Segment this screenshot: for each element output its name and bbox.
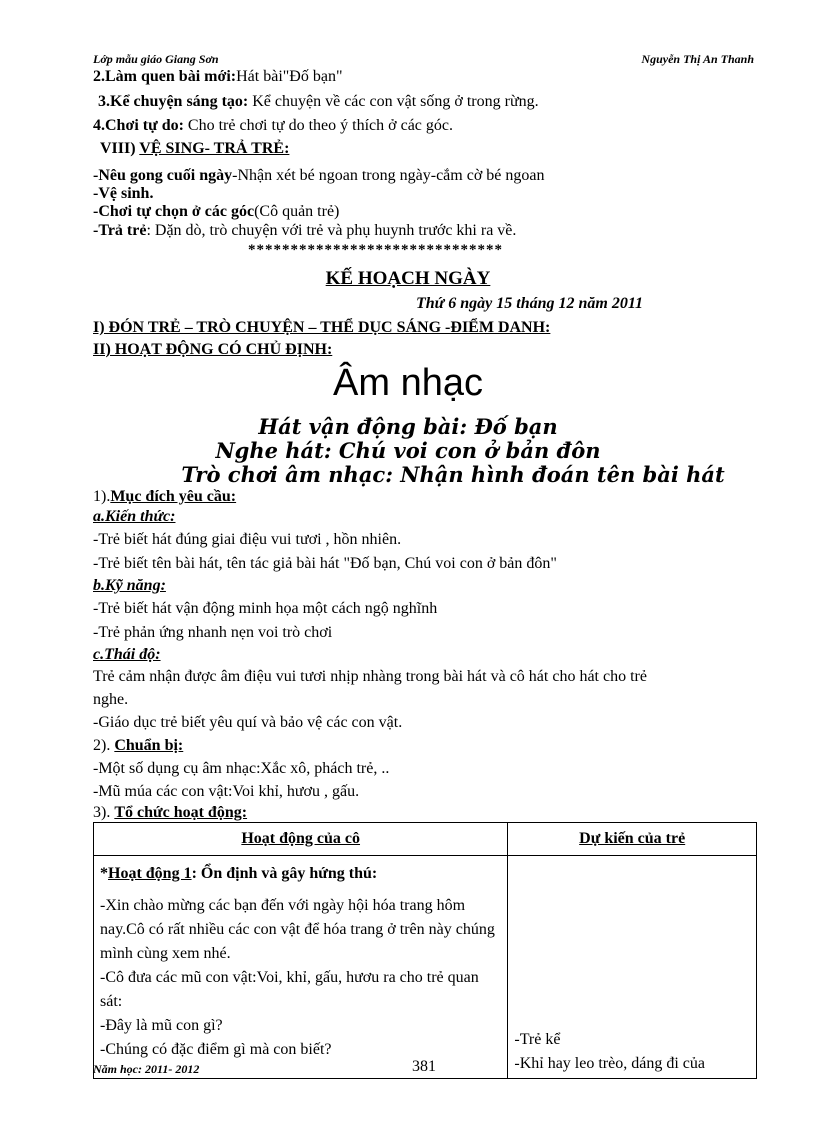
text-c1: Trẻ cảm nhận được âm điệu vui tươi nhịp nhàng trong bài hát và cô hát cho hát cho trẻ	[93, 668, 647, 685]
heading-muc-dich: 1).Mục đích yêu cầu:	[93, 488, 237, 505]
teacher-step-2: -Cô đưa các mũ con vật:Voi, khỉ, gấu, hươu ra cho trẻ quan sát:	[100, 969, 479, 1010]
section-viii: VIII) VỆ SING- TRẢ TRẺ:	[100, 140, 290, 157]
heading-to-chuc: 3). Tổ chức hoạt động:	[93, 804, 248, 821]
heading-kien-thuc: a.Kiến thức:	[93, 508, 176, 525]
table-header-row	[94, 823, 757, 856]
line-choi-tu-chon: -Chơi tự chọn ở các góc(Cô quản trẻ)	[93, 203, 340, 220]
text-c1b: nghe.	[93, 691, 129, 708]
text-b1: -Trẻ biết hát vận động minh họa một cách ngộ nghĩnh	[93, 600, 438, 617]
header-school: Lớp mẫu giáo Giang Sơn	[93, 52, 219, 66]
section-i: I) ĐÓN TRẺ – TRÒ CHUYỆN – THỂ DỤC SÁNG -ĐIỂM DANH:	[93, 319, 551, 336]
teacher-step-3: -Đây là mũ con gì?	[100, 1017, 223, 1034]
child-response-1: -Trẻ kể	[514, 1031, 561, 1048]
text-p2: -Mũ múa các con vật:Voi khỉ, hươu , gấu.	[93, 783, 360, 800]
child-response-2: -Khỉ hay leo trèo, dáng đi của	[514, 1055, 705, 1072]
footer-school-year: Năm học: 2011- 2012	[93, 1062, 200, 1076]
text-c2: -Giáo dục trẻ biết yêu quí và bảo vệ các con vật.	[93, 714, 403, 731]
teacher-cell	[94, 856, 508, 1079]
heading-ky-nang: b.Kỹ năng:	[93, 577, 166, 594]
teacher-step-1: -Xin chào mừng các bạn đến với ngày hội hóa trang hôm nay.Cô có rất nhiều các con vật để hóa trang ở trên này chúng mình cùng xem nhé.	[100, 897, 495, 962]
text-b2: -Trẻ phản ứng nhanh nẹn voi trò chơi	[93, 624, 333, 641]
col-header-teacher: Hoạt động của cô	[94, 823, 508, 856]
line-ve-sinh: -Vệ sinh.	[93, 185, 154, 202]
activity-title-1: Hát vận động bài: Đố bạn	[258, 414, 558, 439]
children-cell	[508, 856, 757, 1079]
section-ii: II) HOẠT ĐỘNG CÓ CHỦ ĐỊNH:	[93, 341, 333, 358]
activity-title-2: Nghe hát: Chú voi con ở bản đôn	[215, 438, 601, 463]
plan-title: KẾ HOẠCH NGÀY	[325, 268, 491, 289]
header-teacher: Nguyễn Thị An Thanh	[641, 52, 754, 66]
activity-1-heading: *Hoạt động 1: Ổn định và gây hứng thú:	[100, 865, 378, 882]
text-p1: -Một số dụng cụ âm nhạc:Xắc xô, phách trẻ, ..	[93, 760, 390, 777]
teacher-step-4: -Chúng có đặc điểm gì mà con biết?	[100, 1041, 332, 1058]
line-neu-gong: -Nêu gong cuối ngày-Nhận xét bé ngoan trong ngày-cắm cờ bé ngoan	[93, 167, 545, 184]
heading-thai-do: c.Thái độ:	[93, 646, 161, 663]
subject-title: Âm nhạc	[333, 362, 483, 404]
text-a2: -Trẻ biết tên bài hát, tên tác giả bài hát "Đố bạn, Chú voi con ở bản đôn"	[93, 555, 557, 572]
activity-title-3: Trò chơi âm nhạc: Nhận hình đoán tên bài hát	[181, 462, 725, 487]
line-tra-tre: -Trả trẻ: Dặn dò, trò chuyện với trẻ và phụ huynh trước khi ra về.	[93, 222, 517, 239]
table-row	[94, 856, 757, 1079]
line-ke-chuyen: 3.Kể chuyện sáng tạo: Kể chuyện về các con vật sống ở trong rừng.	[98, 93, 539, 110]
col-header-children: Dự kiến của trẻ	[508, 823, 757, 856]
line-lam-quen: 2.Làm quen bài mới:Hát bài"Đố bạn"	[93, 68, 343, 85]
text-a1: -Trẻ biết hát đúng giai điệu vui tươi , hồn nhiên.	[93, 531, 402, 548]
plan-date: Thứ 6 ngày 15 tháng 12 năm 2011	[416, 295, 643, 312]
activity-table	[93, 822, 757, 1079]
separator-stars: ******************************	[248, 242, 503, 258]
heading-chuan-bi: 2). Chuẩn bị:	[93, 737, 184, 754]
page-number: 381	[412, 1058, 436, 1075]
line-choi-tu-do: 4.Chơi tự do: Cho trẻ chơi tự do theo ý thích ở các góc.	[93, 117, 453, 134]
